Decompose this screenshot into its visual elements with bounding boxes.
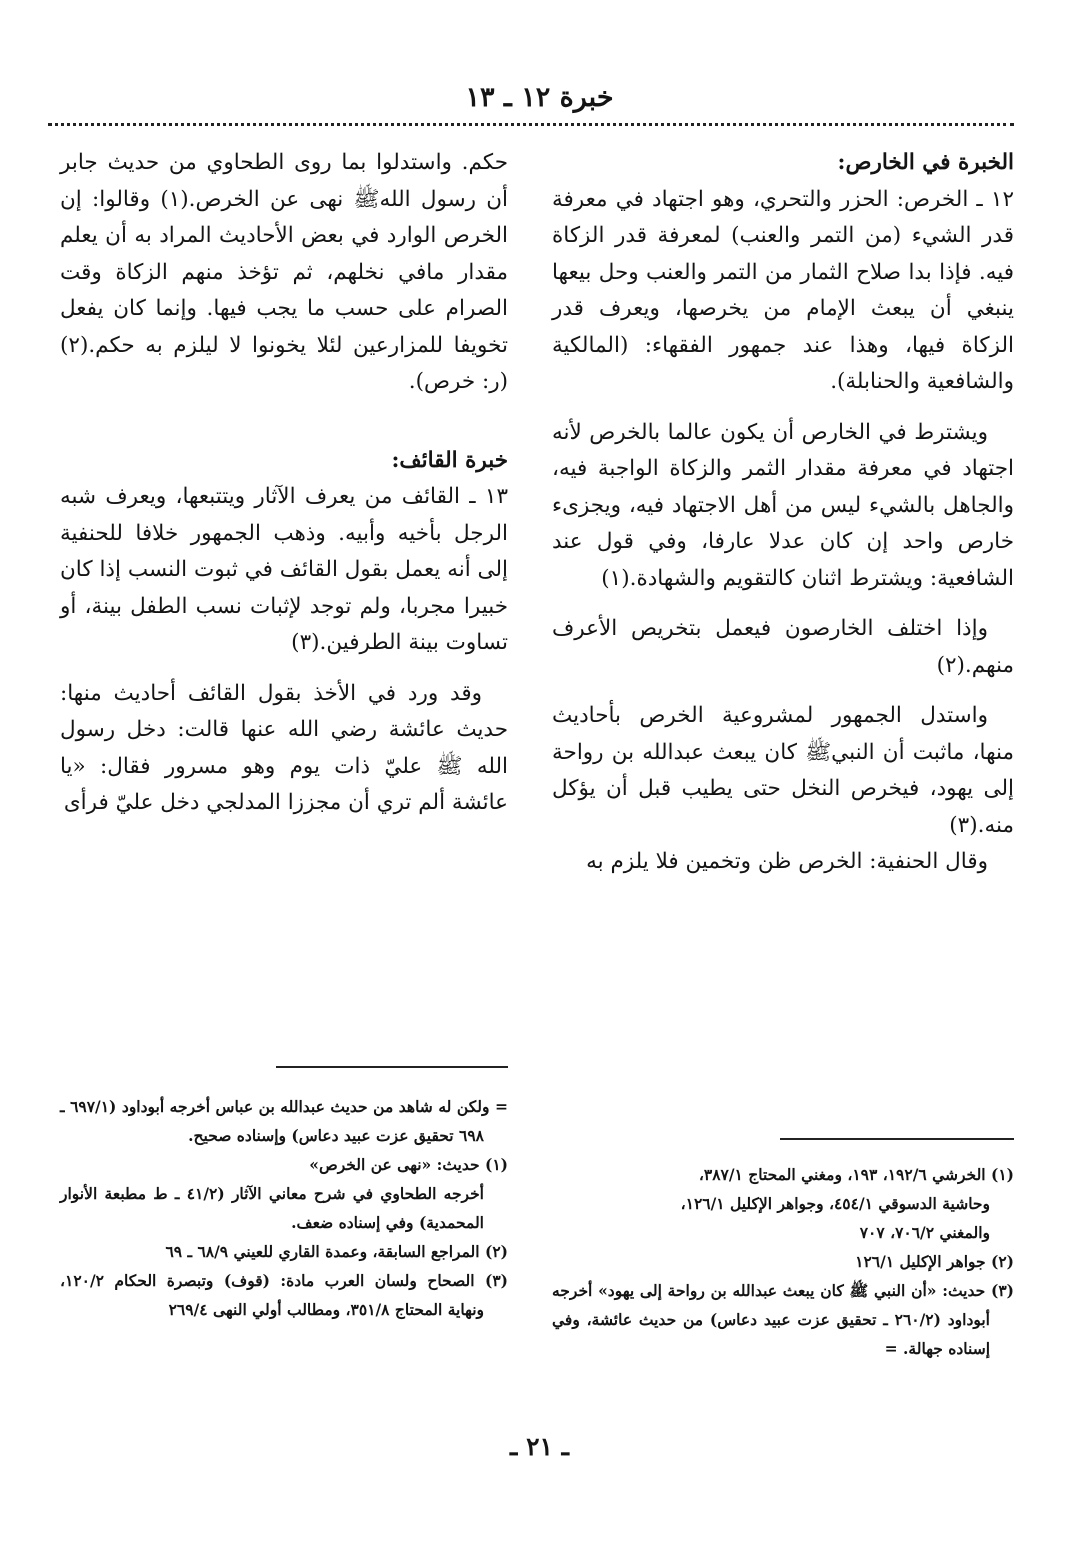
- paragraph-kharis-disagreement: وإذا اختلف الخارصون فيعمل بتخريص الأعرف منهم.(٢): [552, 616, 1014, 678]
- page-number: ـ ٢١ ـ: [510, 1432, 569, 1461]
- paragraph-kharas-definition: ١٢ ـ الخرص: الحزر والتحري، وهو اجتهاد في معرفة قدر الشيء (من التمر والعنب) لمعرفة قدر الزكاة فيه. فإذا بدا صلاح الثمار من التمر والعنب وحل بيعها ينبغي أن يبعث الإمام من يخرصها، ويعرف قدر الزكاة فيها، وهذا عند جمهور الفقهاء: (المالكية والشافعية والحنابلة).: [552, 186, 1014, 394]
- footnote-separator-right: [780, 1138, 1014, 1140]
- header-dotted-rule: [48, 123, 1014, 126]
- footnote-1a: (١) الخرشي ١٩٢/٦، ١٩٣، ومغني المحتاج ٣٨٧/١،: [698, 1165, 1014, 1184]
- footnote-2: (٢) جواهر الإكليل ١٢٦/١: [855, 1252, 1014, 1271]
- paragraph-kharis-conditions: ويشترط في الخارص أن يكون عالما بالخرص لأنه اجتهاد في معرفة مقدار الثمر والزكاة الواجبة فيه، والجاهل بالشيء ليس من أهل الاجتهاد فيه، ويجزىء خارص واحد إن كان عدلا عارفا، وفي قول عند الشافعية: ويشترط اثنان كالتقويم والشهادة.(١): [552, 419, 1014, 591]
- paragraph-qaif-definition: ١٣ ـ القائف من يعرف الآثار ويتتبعها، ويعرف شبه الرجل بأخيه وأبيه. وذهب الجمهور خلافا للحنفية إلى أنه يعمل بقول القائف في ثبوت النسب إذا كان خبيرا مجربا، ولم توجد لإثبات نسب الطفل بينة، أو تساوت بينة الطرفين.(٣): [60, 484, 508, 655]
- paragraph-jumhur-evidence: واستدل الجمهور لمشروعية الخرص بأحاديث منها، ماثبت أن النبيﷺ كان يبعث عبدالله بن رواحة إلى يهود، فيخرص النخل حتى يطيب قبل أن يؤكل منه.(٣): [552, 703, 1014, 838]
- paragraph-hanafi-evidence: حكم. واستدلوا بما روى الطحاوي من حديث جابر أن رسول اللهﷺ نهى عن الخرص.(١) وقالوا: إن الخرص الوارد في بعض الأحاديث المراد به أن يعلم مقدار مافي نخلهم، ثم تؤخذ منهم الزكاة وقت الصرام على حسب ما يجب فيها. وإنما كان يفعل تخويفا للمزارعين لئلا يخونوا لا ليلزم به حكم.(٢) (ر: خرص).: [60, 150, 508, 394]
- footnote-1a: (١) حديث: «نهى عن الخرص»: [309, 1155, 508, 1174]
- paragraph-hanafi-view: وقال الحنفية: الخرص ظن وتخمين فلا يلزم به: [586, 849, 988, 874]
- footnotes-right: [552, 1160, 1014, 1363]
- footnote-3: (٣) الصحاح ولسان العرب مادة: (قوف) وتبصرة الحكام ١٢٠/٢، ونهاية المحتاج ٣٥١/٨، ومطالب أولي النهى ٢٦٩/٤: [60, 1271, 508, 1319]
- section-heading-qaif: خبرة القائف:: [391, 447, 508, 473]
- footnote-separator-left: [276, 1066, 508, 1068]
- footnotes-left: [60, 1092, 508, 1324]
- footnote-continuation: = ولكن له شاهد من حديث عبدالله بن عباس أخرجه أبوداود (٦٩٧/١ ـ ٦٩٨ تحقيق عزت عبيد دعاس) وإسناده صحيح.: [60, 1097, 508, 1145]
- running-header: خبرة ١٢ ـ ١٣: [465, 82, 614, 113]
- footnote-1b: وحاشية الدسوقي ٤٥٤/١، وجواهر الإكليل ١٢٦/١،: [680, 1194, 990, 1213]
- right-column: [552, 145, 1014, 881]
- footnote-1c: والمغني ٧٠٦/٢، ٧٠٧: [859, 1223, 990, 1242]
- footnote-2: (٢) المراجع السابقة، وعمدة القاري للعيني ٦٨/٩ ـ ٦٩: [165, 1242, 508, 1261]
- section-heading-kharis: الخبرة في الخارص:: [837, 150, 1014, 175]
- paragraph-qaif-hadith: وقد ورد في الأخذ بقول القائف أحاديث منها: حديث عائشة رضي الله عنها قالت: دخل رسول الله ﷺ عليّ ذات يوم وهو مسرور فقال: «يا عائشة ألم تري أن مجززا المدلجي دخل عليّ فرأى: [60, 680, 508, 815]
- footnote-3: (٣) حديث: «أن النبي ﷺ كان يبعث عبدالله بن رواحة إلى يهود» أخرجه أبوداود (٢٦٠/٢ ـ تحقيق عزت عبيد دعاس) من حديث عائشة، وفي إسناده جهالة. =: [552, 1281, 1014, 1358]
- left-column: [60, 145, 508, 822]
- footnote-1b: أخرجه الطحاوي في شرح معاني الآثار (٤١/٢ ـ ط مطبعة الأنوار المحمدية) وفي إسناده ضعف.: [60, 1184, 484, 1232]
